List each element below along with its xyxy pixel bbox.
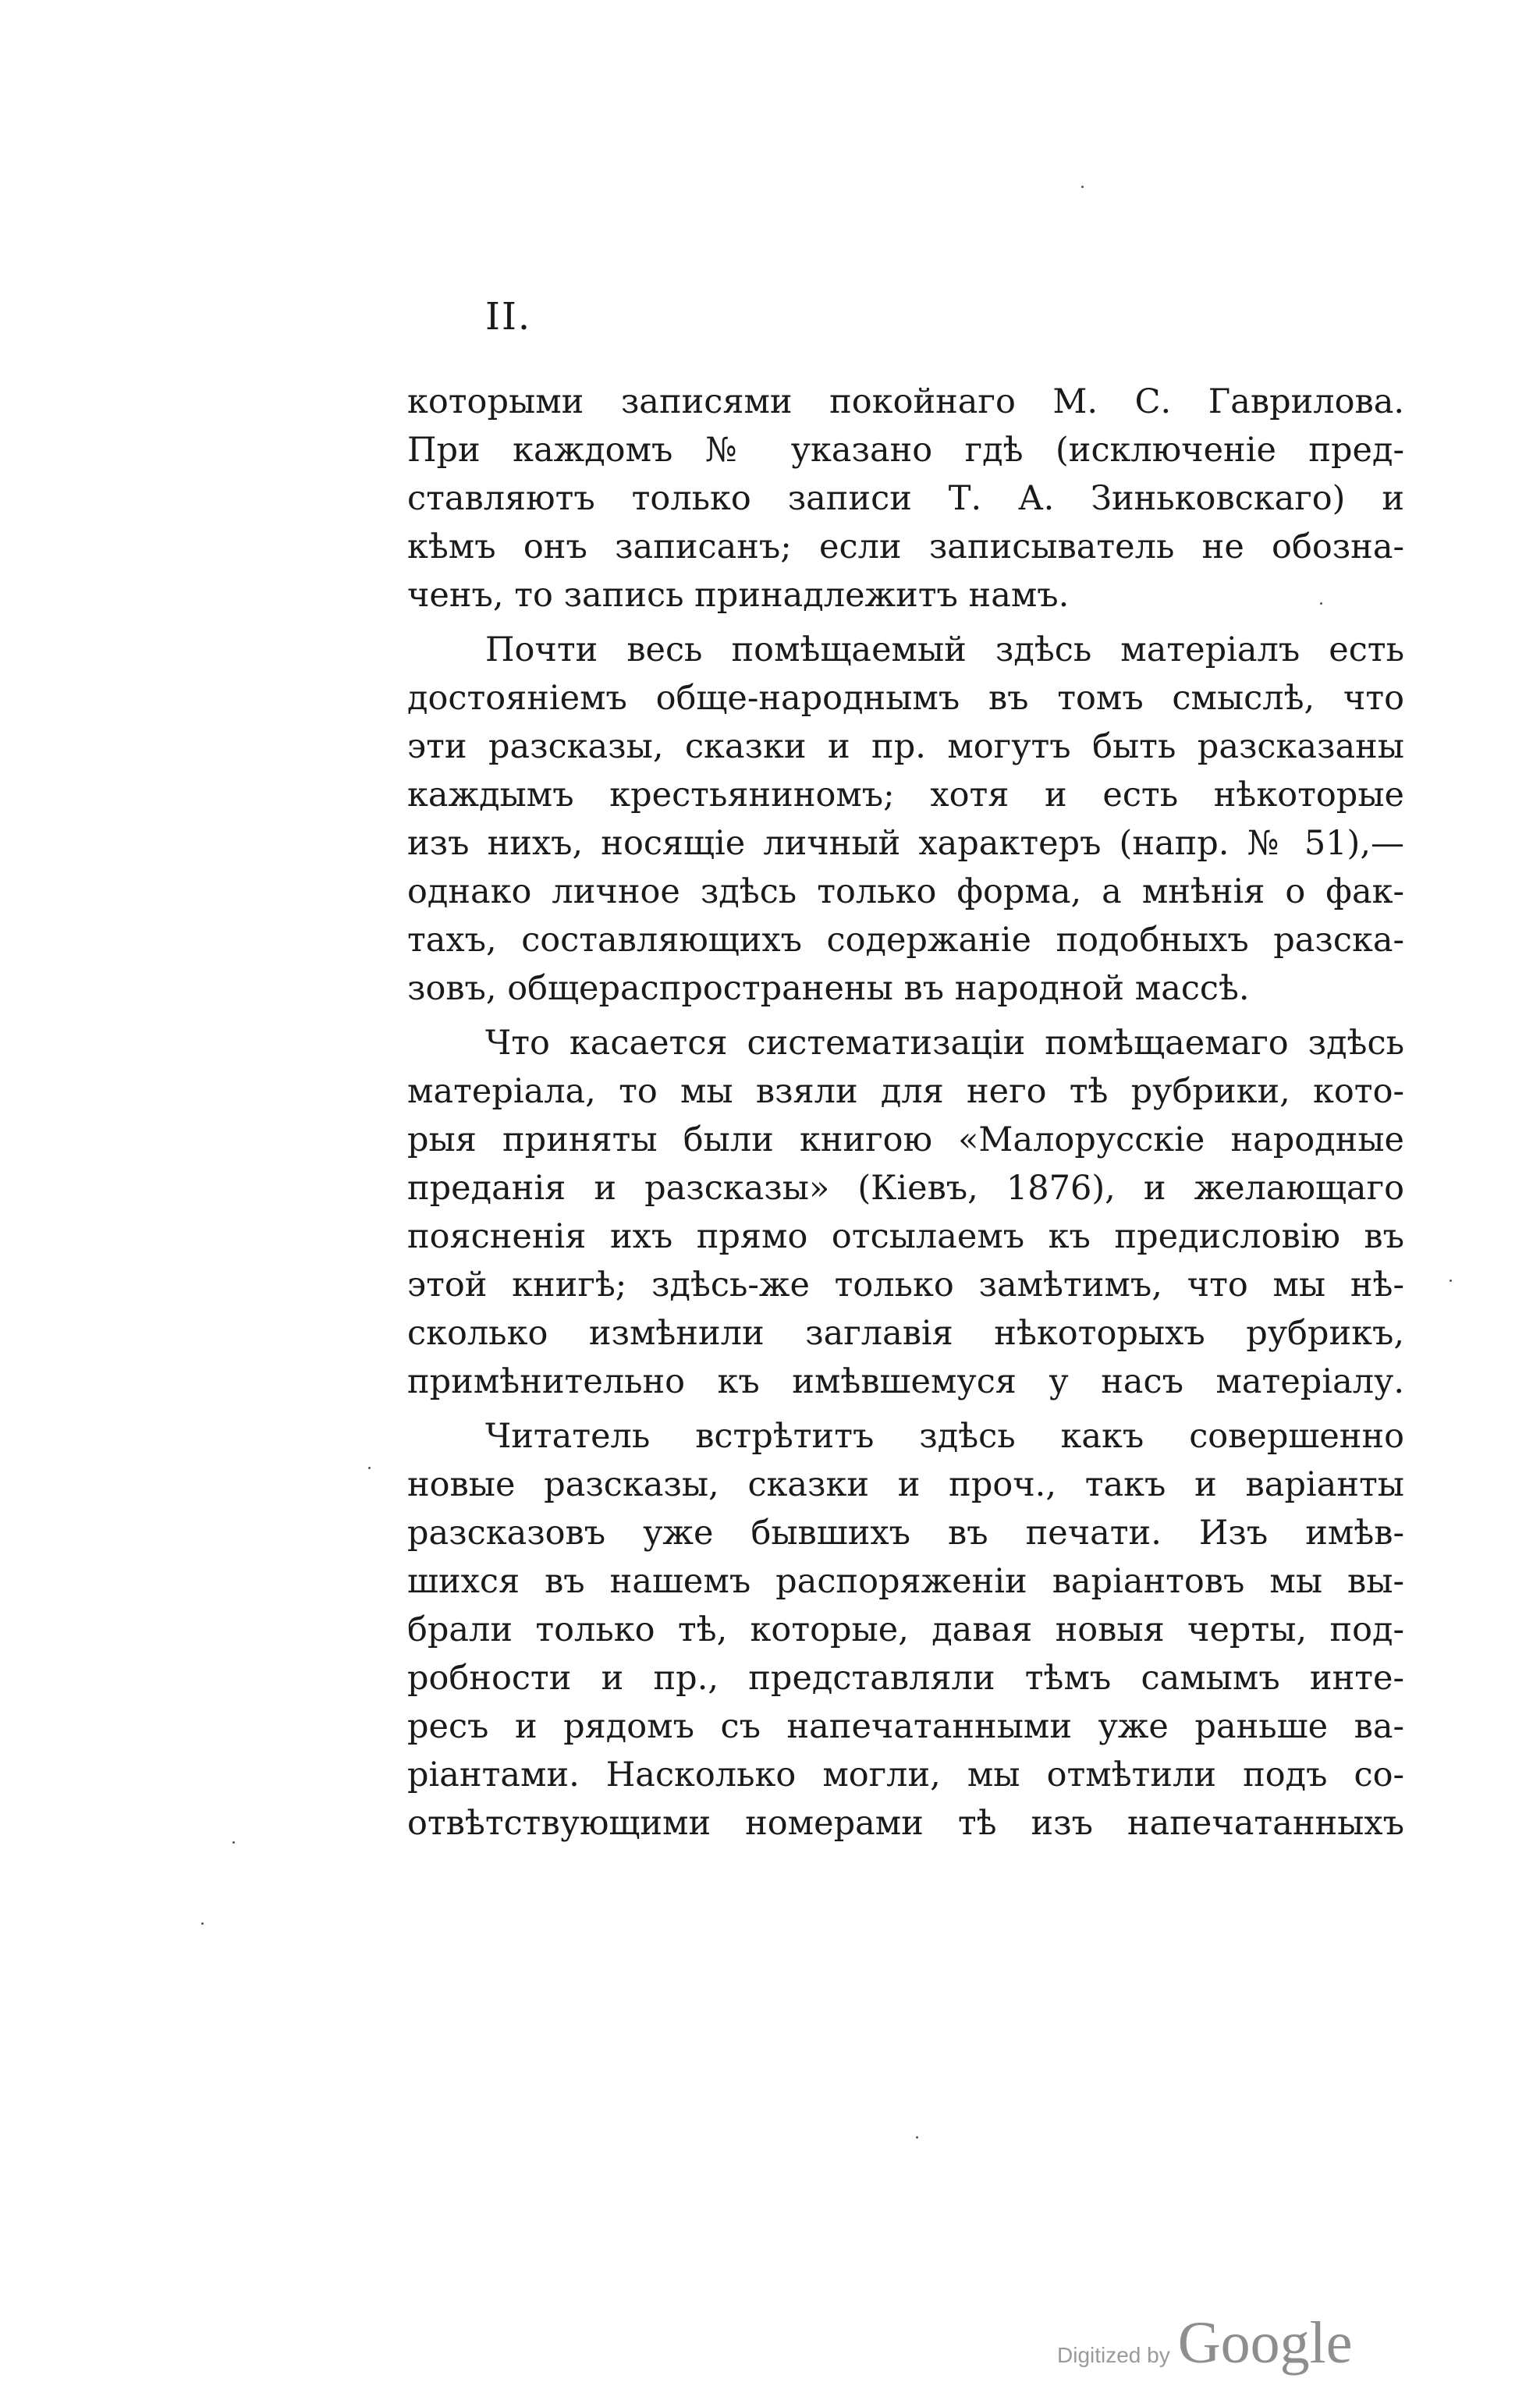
paragraph-4 (407, 1412, 1404, 1848)
text-line: однако личное здѣсь только форма, а мнѣнія о фак- (407, 872, 1404, 911)
scan-speck (1450, 1280, 1452, 1282)
scan-speck (1320, 602, 1322, 605)
text-line: тахъ, составляющихъ содержаніе подобныхъ разска- (407, 921, 1404, 960)
text-line: поясненія ихъ прямо отсылаемъ къ предисловію въ (407, 1217, 1404, 1256)
scan-speck (201, 1922, 204, 1925)
text-line: преданія и разсказы» (Кіевъ, 1876), и желающаго (407, 1169, 1404, 1208)
text-line: рыя приняты были книгою «Малорусскіе народные (407, 1120, 1404, 1159)
text-line: ставляютъ только записи Т. А. Зиньковскаго) и (407, 479, 1404, 518)
body-text (407, 378, 1404, 1848)
text-line: зовъ, общераспространены въ народной массѣ. (407, 969, 1250, 1008)
text-line: При каждомъ № указано гдѣ (исключеніе пред- (407, 431, 1404, 470)
text-line: новые разсказы, сказки и проч., такъ и варіанты (407, 1465, 1404, 1504)
paragraph-3 (407, 1019, 1404, 1406)
text-line: Почти весь помѣщаемый здѣсь матеріалъ есть (485, 630, 1404, 669)
text-line: Что касается систематизаціи помѣщаемаго здѣсь (485, 1024, 1404, 1063)
digitized-by-google-watermark (1057, 2309, 1352, 2377)
text-line: сколько измѣнили заглавія нѣкоторыхъ рубрикъ, (407, 1314, 1404, 1353)
text-line: этой книгѣ; здѣсь-же только замѣтимъ, что мы нѣ- (407, 1265, 1404, 1305)
text-line: робности и пр., представляли тѣмъ самымъ инте- (407, 1659, 1404, 1698)
text-line: каждымъ крестьяниномъ; хотя и есть нѣкоторые (407, 776, 1404, 815)
text-line: достояніемъ обще-народнымъ въ томъ смыслѣ, что (407, 679, 1404, 718)
text-line: изъ нихъ, носящіе личный характеръ (напр. № 51),— (407, 824, 1404, 863)
digitized-by-label: Digitized by (1057, 2343, 1170, 2367)
text-line: которыми записями покойнаго М. С. Гаврилова. (407, 382, 1404, 421)
text-line: шихся въ нашемъ распоряженіи варіантовъ мы вы- (407, 1562, 1404, 1601)
scan-speck (916, 2136, 918, 2139)
text-line: кѣмъ онъ записанъ; если записыватель не обозна- (407, 527, 1404, 566)
text-line: отвѣтствующими номерами тѣ изъ напечатанныхъ (407, 1804, 1404, 1843)
text-line: ресъ и рядомъ съ напечатанными уже раньше ва- (407, 1707, 1404, 1746)
text-line: ріантами. Насколько могли, мы отмѣтили подъ со- (407, 1755, 1404, 1794)
scan-speck (1081, 186, 1084, 188)
scan-speck (368, 1467, 371, 1469)
text-line: эти разсказы, сказки и пр. могутъ быть разсказаны (407, 727, 1404, 766)
text-line: Читатель встрѣтитъ здѣсь какъ совершенно (485, 1417, 1404, 1456)
google-logo: Google (1177, 2310, 1353, 2376)
scan-speck (232, 1841, 235, 1844)
page-number: II. (485, 295, 532, 339)
text-line: брали только тѣ, которые, давая новыя черты, под- (407, 1610, 1404, 1649)
paragraph-1 (407, 378, 1404, 619)
text-line: ченъ, то запись принадлежитъ намъ. (407, 576, 1070, 615)
text-line: матеріала, то мы взяли для него тѣ рубрики, кото- (407, 1072, 1404, 1111)
text-line: примѣнительно къ имѣвшемуся у насъ матеріалу. (407, 1362, 1404, 1401)
text-line: разсказовъ уже бывшихъ въ печати. Изъ имѣв- (407, 1514, 1404, 1553)
paragraph-2 (407, 626, 1404, 1013)
